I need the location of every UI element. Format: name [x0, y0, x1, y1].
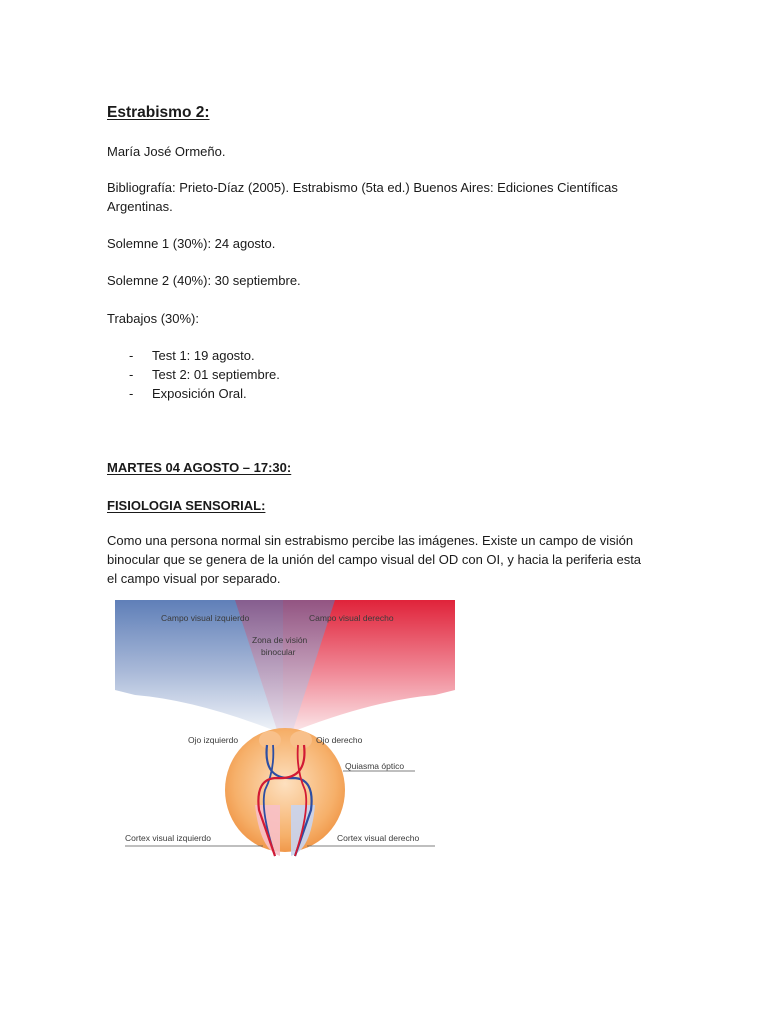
chiasm-label: Quiasma óptico — [345, 761, 405, 771]
head-shape — [225, 728, 345, 852]
binocular-label-1: Zona de visión — [252, 635, 308, 645]
left-eye-label: Ojo izquierdo — [188, 735, 239, 745]
list-dash: - — [129, 386, 134, 401]
solemne-2-text: Solemne 2 (40%): 30 septiembre. — [107, 273, 301, 288]
list-item-text: Test 1: 19 agosto. — [152, 348, 255, 363]
body-paragraph: Como una persona normal sin estrabismo percibe las imágenes. Existe un campo de visión binocular que se genera de la unión del campo visual del OD con OI, y hacia la periferia esta el campo visual por separado. — [107, 533, 642, 586]
solemne-1-text: Solemne 1 (30%): 24 agosto. — [107, 236, 276, 251]
list-dash: - — [129, 367, 134, 382]
bibliography-text: Bibliografía: Prieto-Díaz (2005). Estrabismo (5ta ed.) Buenos Aires: Ediciones Científicas Argentinas. — [107, 180, 618, 214]
list-dash: - — [129, 348, 134, 363]
left-field-label: Campo visual izquierdo — [161, 613, 250, 623]
left-cortex-label: Cortex visual izquierdo — [125, 833, 211, 843]
list-item-text: Test 2: 01 septiembre. — [152, 367, 280, 382]
right-eye-label: Ojo derecho — [316, 735, 363, 745]
section-heading: FISIOLOGIA SENSORIAL: — [107, 498, 266, 513]
session-heading: MARTES 04 AGOSTO – 17:30: — [107, 460, 292, 475]
right-cortex-label: Cortex visual derecho — [337, 833, 420, 843]
visual-field-diagram — [115, 600, 455, 858]
right-field-label: Campo visual derecho — [309, 613, 394, 623]
list-item-text: Exposición Oral. — [152, 386, 247, 401]
author-name: María José Ormeño. — [107, 144, 226, 159]
document-title: Estrabismo 2: — [107, 104, 210, 121]
binocular-label-2: binocular — [261, 647, 296, 657]
trabajos-text: Trabajos (30%): — [107, 311, 199, 326]
